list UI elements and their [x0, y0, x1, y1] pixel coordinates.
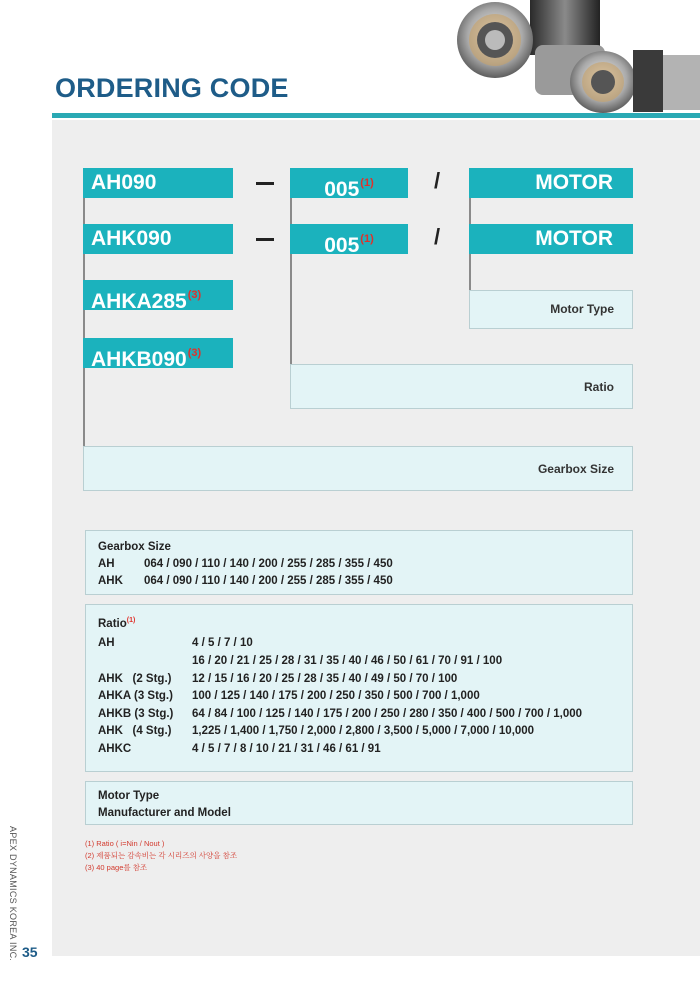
- motor-code-text: MOTOR: [535, 227, 613, 250]
- ratio-row-model: AHK (4 Stg.): [98, 725, 172, 737]
- model-code-text: AHKA285: [91, 290, 187, 313]
- ratio-row-values: 4 / 5 / 7 / 10: [192, 637, 253, 649]
- page-number: 35: [22, 944, 38, 960]
- size-row-model: AHK: [98, 575, 123, 587]
- ratio-row-model: AHK (2 Stg.): [98, 673, 172, 685]
- model-code-text: AH090: [91, 171, 157, 194]
- ratio-box-footnote-mark: (1): [126, 617, 136, 624]
- dash-separator: [256, 182, 274, 185]
- slash-separator: /: [434, 168, 441, 193]
- model-code-ah090: [83, 168, 233, 198]
- ratio-code-text: 005: [324, 234, 360, 257]
- footnote: (2) 제품되는 감속비는 각 시리즈의 사양을 참조: [85, 851, 238, 860]
- ratio-row-values: 16 / 20 / 21 / 25 / 28 / 31 / 35 / 40 / 46 / 50 / 61 / 70 / 91 / 100: [192, 655, 503, 667]
- company-side-text: APEX DYNAMICS KOREA INC.: [8, 826, 18, 962]
- footnote: (3) 40 page를 참조: [85, 863, 148, 872]
- ratio-row-model: AHKA (3 Stg.): [98, 690, 173, 702]
- model-code-ahk090: [83, 224, 233, 254]
- ratio-row-values: 1,225 / 1,400 / 1,750 / 2,000 / 2,800 / 3,500 / 5,000 / 7,000 / 10,000: [192, 725, 535, 737]
- ratio-code-text: 005: [324, 178, 360, 201]
- ratio-label: Ratio: [584, 380, 614, 394]
- connector-ratio: [290, 198, 292, 364]
- ratio-footnote-mark: (1): [360, 233, 374, 245]
- ratio-row-model: AH: [98, 637, 115, 649]
- model-footnote-mark: (3): [187, 347, 202, 359]
- footnote: (1) Ratio ( i=Nin / Nout ): [85, 839, 165, 848]
- ratio-box-title: Ratio: [98, 618, 127, 630]
- ratio-box: [85, 604, 633, 772]
- size-row-values: 064 / 090 / 110 / 140 / 200 / 255 / 285 / 355 / 450: [144, 575, 393, 587]
- motor-code-box: [469, 224, 633, 254]
- motor-type-label: Motor Type: [550, 302, 614, 316]
- model-code-ahka285: [83, 280, 233, 313]
- model-code-text: AHK090: [91, 227, 172, 250]
- size-row-model: AH: [98, 558, 115, 570]
- gearbox-size-label-box: [83, 446, 633, 491]
- ratio-row-model: AHKB (3 Stg.): [98, 708, 174, 720]
- ratio-label-box: [290, 364, 633, 409]
- title-underline: [52, 113, 700, 118]
- motor-type-label-box: [469, 290, 633, 329]
- ratio-row-values: 64 / 84 / 100 / 125 / 140 / 175 / 200 / 250 / 280 / 350 / 400 / 500 / 700 / 1,000: [192, 708, 583, 720]
- model-code-ahkb090: [83, 338, 233, 371]
- ratio-row-values: 4 / 5 / 7 / 8 / 10 / 21 / 31 / 46 / 61 / 91: [192, 743, 381, 755]
- box-title: Gearbox Size: [98, 541, 171, 553]
- ratio-code-box: [290, 168, 408, 201]
- slash-separator: /: [434, 224, 441, 249]
- gearbox-size-box: [85, 530, 633, 595]
- box-title: [98, 617, 135, 630]
- footnotes: [85, 838, 237, 874]
- motor-code-text: MOTOR: [535, 171, 613, 194]
- motor-code-box: [469, 168, 633, 198]
- box-subtitle: Manufacturer and Model: [98, 807, 231, 819]
- ratio-code-box: [290, 224, 408, 257]
- size-row-values: 064 / 090 / 110 / 140 / 200 / 255 / 285 / 355 / 450: [144, 558, 393, 570]
- model-footnote-mark: (3): [187, 289, 202, 301]
- gearbox-size-label: Gearbox Size: [537, 462, 614, 476]
- motor-type-box: [85, 781, 633, 825]
- ratio-row-model: AHKC: [98, 743, 132, 755]
- page-title: ORDERING CODE: [55, 73, 289, 103]
- ratio-row-values: 100 / 125 / 140 / 175 / 200 / 250 / 350 / 500 / 700 / 1,000: [192, 690, 480, 702]
- model-code-text: AHKB090: [91, 348, 187, 371]
- box-title: Motor Type: [98, 790, 160, 802]
- dash-separator: [256, 238, 274, 241]
- ratio-footnote-mark: (1): [360, 177, 374, 189]
- ratio-row-values: 12 / 15 / 16 / 20 / 25 / 28 / 35 / 40 / 49 / 50 / 70 / 100: [192, 673, 458, 685]
- gearbox-illustration: [455, 0, 700, 113]
